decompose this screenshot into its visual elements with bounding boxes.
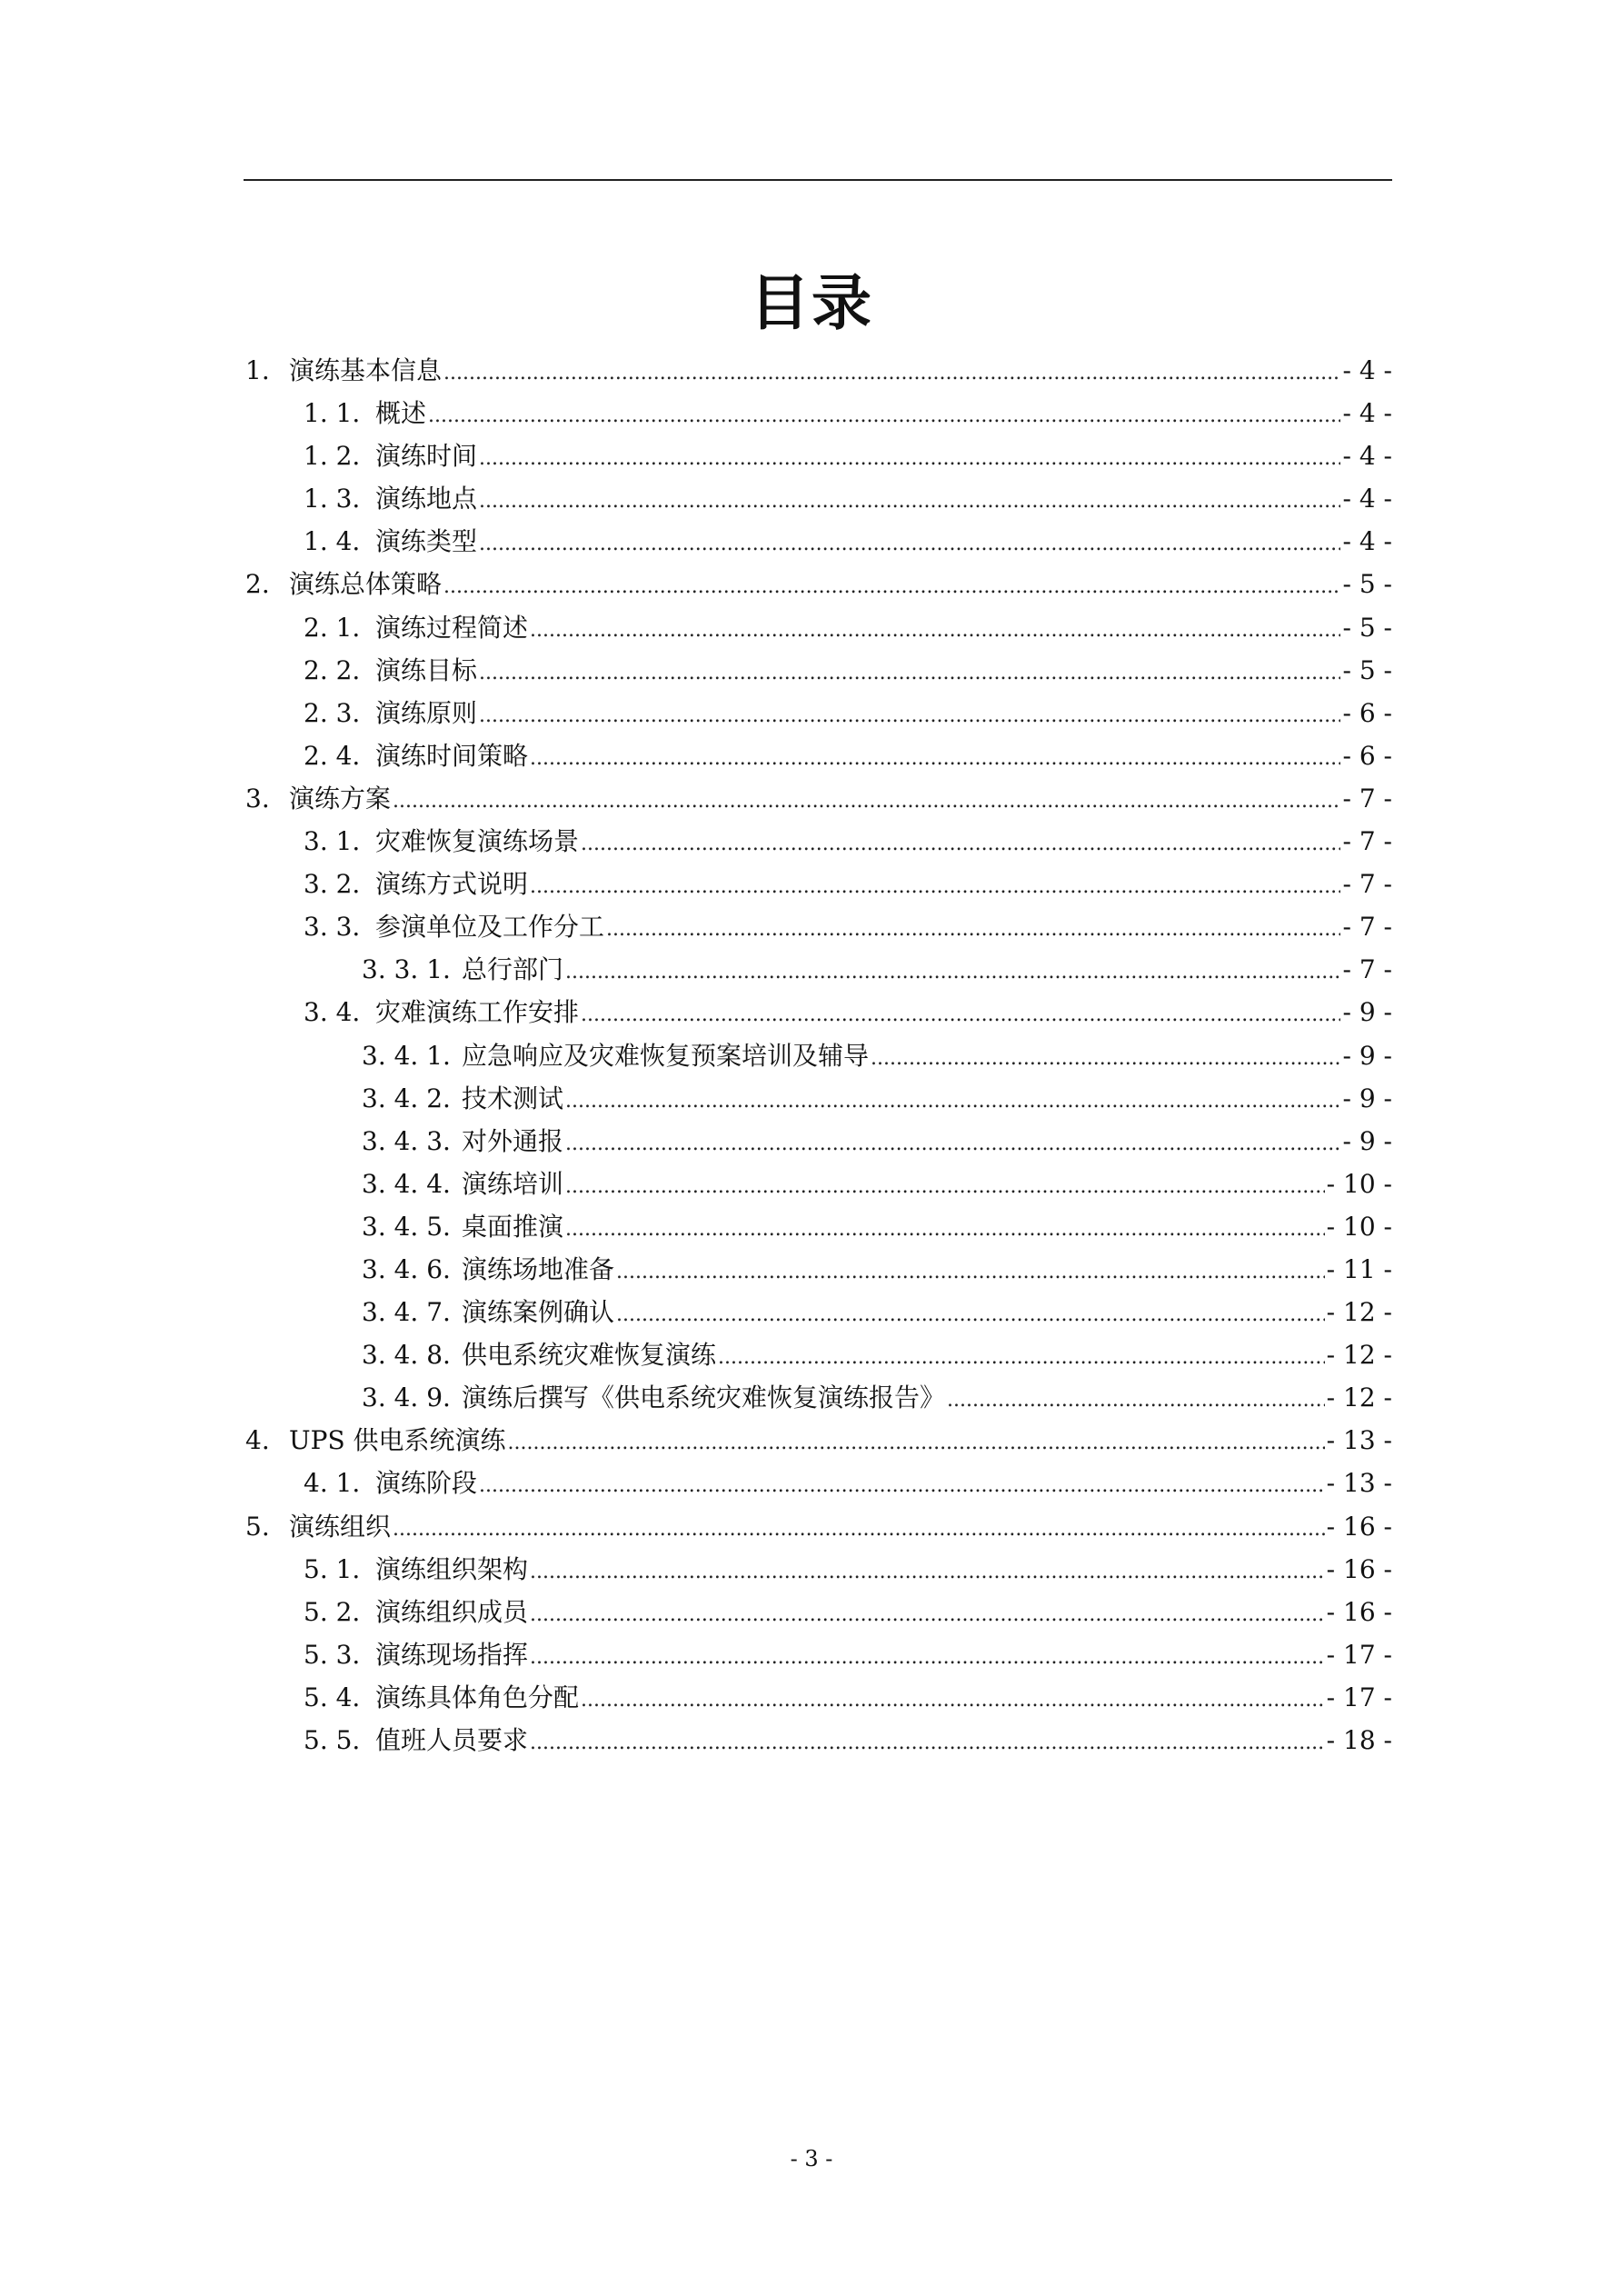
toc-entry[interactable] — [245, 1633, 1392, 1676]
toc-entry-number: 4. — [245, 1425, 270, 1456]
toc-dot-leader — [530, 609, 1340, 652]
toc-entry-page: - 17 - — [1326, 1682, 1392, 1712]
page-title: 目录 — [750, 268, 873, 338]
toc-entry-page: - 5 - — [1342, 569, 1392, 600]
toc-entry-label: 技术测试 — [462, 1083, 564, 1113]
toc-dot-leader — [479, 1464, 1325, 1507]
toc-entry-number: 3. 4. 1. — [362, 1040, 451, 1071]
toc-entry-page: - 12 - — [1326, 1297, 1392, 1328]
toc-entry-label: 演练总体策略 — [289, 569, 443, 600]
toc-entry-number: 4. 1. — [304, 1468, 361, 1499]
toc-entry-label: 演练培训 — [462, 1168, 564, 1199]
toc-entry-page: - 13 - — [1326, 1468, 1392, 1499]
toc-entry-number: 3. 4. — [304, 997, 361, 1028]
toc-entry[interactable] — [245, 991, 1392, 1033]
toc-dot-leader — [530, 737, 1340, 780]
toc-entry-label: 演练现场指挥 — [375, 1639, 529, 1670]
toc-entry-page: - 12 - — [1326, 1340, 1392, 1371]
toc-entry-number: 5. 3. — [304, 1639, 361, 1670]
toc-entry-label: 演练目标 — [375, 654, 478, 685]
toc-entry-number: 3. 2. — [304, 869, 361, 900]
toc-entry-page: - 7 - — [1342, 954, 1392, 985]
toc-entry-page: - 16 - — [1326, 1596, 1392, 1627]
toc-entry[interactable] — [245, 1291, 1392, 1333]
toc-entry[interactable] — [245, 1163, 1392, 1205]
toc-entry-number: 2. 4. — [304, 740, 361, 771]
toc-entry-label: 演练案例确认 — [462, 1297, 615, 1328]
toc-entry[interactable] — [245, 1120, 1392, 1163]
toc-entry[interactable] — [245, 520, 1392, 563]
toc-entry-label: 演练时间 — [375, 441, 478, 472]
toc-entry-label: 值班人员要求 — [375, 1725, 529, 1755]
toc-entry-label: 演练组织架构 — [375, 1553, 529, 1584]
toc-entry-label: 演练组织 — [289, 1511, 392, 1542]
toc-entry-number: 2. 3. — [304, 697, 361, 728]
toc-entry-number: 3. 4. 3. — [362, 1125, 451, 1156]
toc-entry-number: 3. 4. 9. — [362, 1383, 451, 1413]
toc-entry[interactable] — [245, 1462, 1392, 1504]
toc-entry-label: 参演单位及工作分工 — [375, 912, 605, 943]
toc-entry-page: - 6 - — [1342, 697, 1392, 728]
toc-entry[interactable] — [245, 392, 1392, 434]
toc-dot-leader — [479, 480, 1340, 523]
toc-dot-leader — [565, 1080, 1340, 1123]
toc-entry-page: - 5 - — [1342, 654, 1392, 685]
toc-dot-leader — [530, 865, 1340, 908]
toc-entry-number: 3. 4. 7. — [362, 1297, 451, 1328]
toc-entry-label: 总行部门 — [462, 954, 564, 985]
toc-entry[interactable] — [245, 948, 1392, 991]
toc-entry-page: - 4 - — [1342, 526, 1392, 557]
toc-entry-number: 3. 1. — [304, 826, 361, 857]
toc-dot-leader — [530, 1636, 1325, 1679]
toc-entry-label: 演练过程简述 — [375, 612, 529, 643]
toc-dot-leader — [428, 394, 1340, 437]
toc-entry-number: 1. 1. — [304, 398, 361, 429]
toc-entry-label: 对外通报 — [462, 1125, 564, 1156]
toc-entry-label: 应急响应及灾难恢复预案培训及辅导 — [462, 1040, 870, 1071]
header-rule — [244, 179, 1392, 181]
toc-entry-label: UPS 供电系统演练 — [289, 1425, 506, 1456]
toc-entry[interactable] — [245, 1719, 1392, 1762]
toc-entry-label: 概述 — [375, 398, 427, 429]
toc-entry-number: 1. 4. — [304, 526, 361, 557]
toc-entry-label: 演练地点 — [375, 484, 478, 514]
toc-entry-page: - 17 - — [1326, 1639, 1392, 1670]
toc-entry-page: - 16 - — [1326, 1511, 1392, 1542]
toc-entry-page: - 7 - — [1342, 912, 1392, 943]
toc-dot-leader — [479, 523, 1340, 565]
toc-entry-label: 演练方式说明 — [375, 869, 529, 900]
toc-entry[interactable] — [245, 777, 1392, 820]
toc-entry[interactable] — [245, 563, 1392, 605]
toc-entry-label: 演练后撰写《供电系统灾难恢复演练报告》 — [462, 1383, 946, 1413]
toc-dot-leader — [479, 437, 1340, 480]
toc-entry-number: 3. 3. 1. — [362, 954, 451, 985]
toc-entry-number: 2. — [245, 569, 270, 600]
toc-entry-label: 演练具体角色分配 — [375, 1682, 580, 1712]
toc-entry[interactable] — [245, 1333, 1392, 1376]
toc-dot-leader — [606, 908, 1340, 951]
toc-entry[interactable] — [245, 1034, 1392, 1077]
toc-entry[interactable] — [245, 1419, 1392, 1462]
toc-dot-leader — [947, 1379, 1325, 1422]
toc-entry-number: 3. 4. 8. — [362, 1340, 451, 1371]
toc-dot-leader — [443, 565, 1340, 608]
toc-entry[interactable] — [245, 349, 1392, 392]
toc-entry-label: 演练类型 — [375, 526, 478, 557]
toc-entry-label: 灾难恢复演练场景 — [375, 826, 580, 857]
toc-entry[interactable] — [245, 649, 1392, 692]
toc-entry-page: - 12 - — [1326, 1383, 1392, 1413]
toc-entry[interactable] — [245, 692, 1392, 734]
toc-dot-leader — [565, 1208, 1325, 1251]
toc-entry[interactable] — [245, 905, 1392, 948]
toc-entry[interactable] — [245, 434, 1392, 477]
toc-entry-number: 3. 4. 6. — [362, 1253, 451, 1284]
toc-dot-leader — [871, 1037, 1340, 1080]
toc-entry-number: 3. 4. 2. — [362, 1083, 451, 1113]
toc-entry[interactable] — [245, 606, 1392, 649]
toc-entry-number: 1. — [245, 355, 270, 385]
toc-entry-number: 2. 2. — [304, 654, 361, 685]
toc-entry[interactable] — [245, 1205, 1392, 1248]
toc-entry-number: 3. 3. — [304, 912, 361, 943]
toc-entry-page: - 5 - — [1342, 612, 1392, 643]
toc-entry-page: - 4 - — [1342, 398, 1392, 429]
toc-dot-leader — [479, 694, 1340, 737]
toc-dot-leader — [565, 1165, 1325, 1208]
toc-entry[interactable] — [245, 820, 1392, 863]
toc-entry-number: 5. — [245, 1511, 270, 1542]
toc-entry-page: - 16 - — [1326, 1553, 1392, 1584]
toc-entry-page: - 9 - — [1342, 1040, 1392, 1071]
toc-entry-number: 3. — [245, 783, 270, 814]
toc-entry-number: 5. 2. — [304, 1596, 361, 1627]
toc-entry-page: - 7 - — [1342, 826, 1392, 857]
toc-entry-page: - 18 - — [1326, 1725, 1392, 1755]
toc-entry-number: 2. 1. — [304, 612, 361, 643]
toc-entry-page: - 4 - — [1342, 484, 1392, 514]
toc-entry-number: 1. 2. — [304, 441, 361, 472]
toc-entry[interactable] — [245, 1676, 1392, 1719]
toc-dot-leader — [393, 1508, 1325, 1551]
toc-entry-page: - 10 - — [1326, 1211, 1392, 1242]
toc-entry-page: - 7 - — [1342, 869, 1392, 900]
toc-entry-page: - 13 - — [1326, 1425, 1392, 1456]
toc-entry-label: 演练基本信息 — [289, 355, 443, 385]
toc-dot-leader — [530, 1551, 1325, 1593]
toc-dot-leader — [718, 1336, 1325, 1379]
toc-dot-leader — [508, 1422, 1325, 1464]
toc-dot-leader — [581, 1679, 1325, 1722]
toc-dot-leader — [565, 951, 1340, 993]
toc-entry-page: - 9 - — [1342, 1083, 1392, 1113]
toc-entry-page: - 6 - — [1342, 740, 1392, 771]
toc-entry-label: 演练组织成员 — [375, 1596, 529, 1627]
toc-dot-leader — [616, 1251, 1325, 1293]
toc-dot-leader — [581, 993, 1340, 1036]
toc-entry-number: 5. 1. — [304, 1553, 361, 1584]
toc-entry-page: - 11 - — [1326, 1253, 1392, 1284]
toc-dot-leader — [393, 780, 1340, 823]
toc-entry[interactable] — [245, 1077, 1392, 1120]
toc-entry-label: 演练阶段 — [375, 1468, 478, 1499]
toc-entry[interactable] — [245, 734, 1392, 777]
toc-entry-label: 演练场地准备 — [462, 1253, 615, 1284]
toc-entry[interactable] — [245, 1248, 1392, 1291]
toc-dot-leader — [581, 823, 1340, 865]
toc-entry-page: - 7 - — [1342, 783, 1392, 814]
toc-entry[interactable] — [245, 1591, 1392, 1633]
toc-entry-page: - 4 - — [1342, 441, 1392, 472]
toc-dot-leader — [530, 1593, 1325, 1636]
toc-entry-label: 桌面推演 — [462, 1211, 564, 1242]
toc-entry-number: 5. 5. — [304, 1725, 361, 1755]
toc-entry-label: 供电系统灾难恢复演练 — [462, 1340, 717, 1371]
toc-entry-label: 演练方案 — [289, 783, 392, 814]
toc-dot-leader — [443, 352, 1340, 394]
toc-entry-page: - 9 - — [1342, 1125, 1392, 1156]
toc-entry[interactable] — [245, 1376, 1392, 1419]
toc-entry-label: 灾难演练工作安排 — [375, 997, 580, 1028]
toc-entry-page: - 4 - — [1342, 355, 1392, 385]
toc-entry-number: 1. 3. — [304, 484, 361, 514]
toc-entry-page: - 10 - — [1326, 1168, 1392, 1199]
page-footer-number: - 3 - — [790, 2146, 833, 2171]
toc-entry-label: 演练时间策略 — [375, 740, 529, 771]
toc-entry[interactable] — [245, 1505, 1392, 1548]
toc-dot-leader — [479, 652, 1340, 694]
toc-dot-leader — [616, 1293, 1325, 1336]
toc-dot-leader — [565, 1123, 1340, 1165]
toc-entry[interactable] — [245, 863, 1392, 905]
toc-entry-number: 3. 4. 5. — [362, 1211, 451, 1242]
table-of-contents — [245, 349, 1392, 1762]
toc-entry-label: 演练原则 — [375, 697, 478, 728]
toc-entry-number: 5. 4. — [304, 1682, 361, 1712]
toc-entry[interactable] — [245, 1548, 1392, 1591]
toc-dot-leader — [530, 1722, 1325, 1764]
toc-entry-page: - 9 - — [1342, 997, 1392, 1028]
toc-entry-number: 3. 4. 4. — [362, 1168, 451, 1199]
toc-entry[interactable] — [245, 477, 1392, 520]
